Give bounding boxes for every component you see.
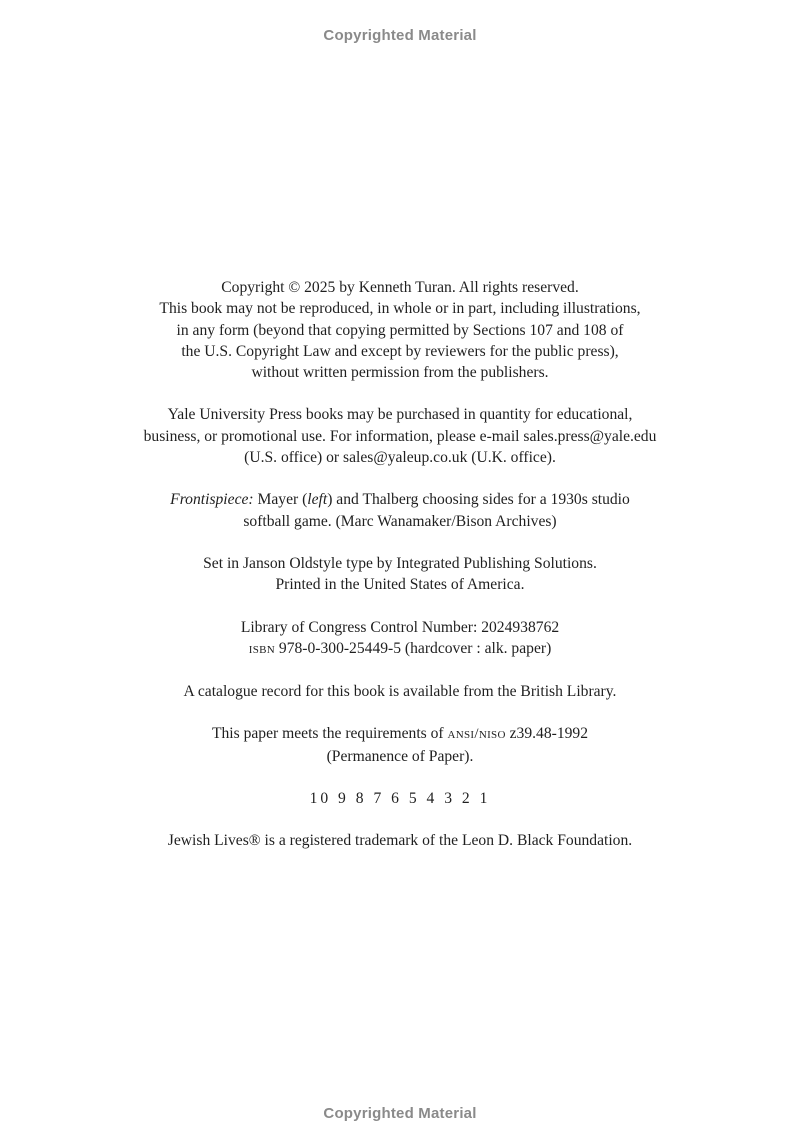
catalogue-line: A catalogue record for this book is available from the British Library.	[183, 683, 617, 701]
frontispiece-label: Frontispiece:	[170, 491, 254, 509]
trademark-notice	[0, 830, 800, 851]
lccn-line: Library of Congress Control Number: 2024938762	[240, 618, 560, 636]
typesetting-notice	[0, 553, 800, 596]
copyright-page	[0, 277, 800, 873]
paper-notice	[0, 723, 800, 767]
copyright-line: Copyright © 2025 by Kenneth Turan. All rights reserved.	[221, 279, 579, 296]
purchase-notice	[0, 404, 800, 468]
watermark-top: Copyrighted Material	[323, 27, 477, 44]
frontispiece-line	[0, 489, 800, 510]
frontispiece-line-2: softball game. (Marc Wanamaker/Bison Archives)	[243, 512, 557, 530]
frontispiece-credit	[0, 489, 800, 532]
paper-line-2: (Permanence of Paper).	[326, 747, 474, 765]
isbn-line	[0, 638, 800, 660]
paper-prefix: This paper meets the requirements of	[211, 725, 448, 743]
library-info	[0, 617, 800, 661]
isbn-label: isbn	[248, 640, 275, 657]
trademark-line: Jewish Lives® is a registered trademark of the Leon D. Black Foundation.	[167, 832, 633, 850]
paper-standard: ansi/niso	[447, 726, 506, 743]
copyright-line: This book may not be reproduced, in whole or in part, including illustrations,	[159, 300, 641, 318]
typesetting-line: Set in Janson Oldstyle type by Integrated Publishing Solutions.	[203, 554, 597, 572]
watermark-bottom: Copyrighted Material	[323, 1105, 477, 1122]
frontispiece-text-a: Mayer (	[253, 491, 308, 509]
copyright-line: the U.S. Copyright Law and except by reviewers for the public press),	[181, 342, 619, 360]
frontispiece-text-b: ) and Thalberg choosing sides for a 1930s studio	[327, 491, 630, 509]
catalogue-notice	[0, 681, 800, 702]
copyright-line: in any form (beyond that copying permitted by Sections 107 and 108 of	[176, 321, 624, 339]
printing-line-block	[0, 788, 800, 809]
copyright-line: without written permission from the publishers.	[251, 364, 549, 382]
typesetting-line: Printed in the United States of America.	[275, 576, 525, 594]
paper-suffix: z39.48-1992	[505, 725, 589, 743]
printing-numbers: 10 9 8 7 6 5 4 3 2 1	[309, 790, 491, 808]
paper-line	[0, 723, 800, 745]
purchase-line: (U.S. office) or sales@yaleup.co.uk (U.K. office).	[244, 449, 556, 467]
purchase-line: business, or promotional use. For information, please e-mail sales.press@yale.edu	[143, 427, 657, 445]
purchase-line: Yale University Press books may be purchased in quantity for educational,	[167, 406, 633, 424]
copyright-notice	[0, 277, 800, 383]
isbn-value: 978-0-300-25449-5 (hardcover : alk. paper)	[275, 639, 552, 657]
frontispiece-left-word: left	[307, 491, 328, 509]
